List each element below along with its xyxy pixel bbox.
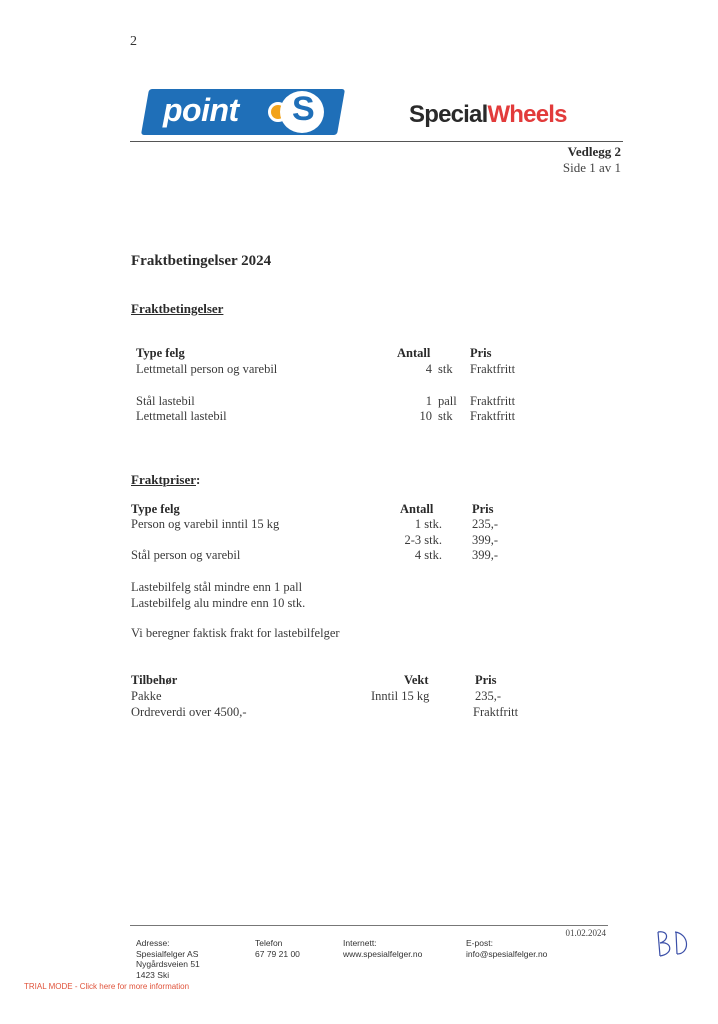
note-line: Vi beregner faktisk frakt for lastebilfelger xyxy=(131,626,340,640)
col-header-pris: Pris xyxy=(475,673,497,687)
trial-mode-link[interactable]: TRIAL MODE - Click here for more information xyxy=(24,982,190,991)
footer-address-line: Spesialfelger AS xyxy=(136,948,199,959)
col-header-antall: Antall xyxy=(400,502,434,516)
point-s-logo-letter: S xyxy=(292,90,315,128)
footer-phone-value: 67 79 21 00 xyxy=(255,948,300,959)
footer-phone-label: Telefon xyxy=(255,938,283,948)
col-header-item: Tilbehør xyxy=(131,673,178,687)
col-header-pris: Pris xyxy=(472,502,494,516)
footer-address-line: 1423 Ski xyxy=(136,969,170,980)
table-row-item: Ordreverdi over 4500,- xyxy=(131,705,247,719)
footer-address-label: Adresse: xyxy=(136,938,170,948)
table-row-pris: Fraktfritt xyxy=(470,394,516,408)
col-header-type: Type felg xyxy=(131,502,180,516)
table-row-type: Lettmetall person og varebil xyxy=(136,362,278,376)
special-wheels-logo: SpecialWheels xyxy=(409,101,567,128)
header-rule xyxy=(130,141,623,142)
page-indicator: Side 1 av 1 xyxy=(562,160,621,175)
footer-internet-label: Internett: xyxy=(343,938,377,948)
table-row-pris: 399,- xyxy=(472,548,499,562)
footer-email xyxy=(466,938,547,959)
attachment-label: Vedlegg 2 xyxy=(567,144,621,159)
document-title: Fraktbetingelser 2024 xyxy=(131,253,272,269)
point-s-logo-word: point xyxy=(163,92,239,128)
table-row-type: Stål lastebil xyxy=(136,394,195,408)
footer-date: 01.02.2024 xyxy=(565,928,606,938)
footer-website-link[interactable]: www.spesialfelger.no xyxy=(343,948,423,959)
footer-rule xyxy=(130,925,608,926)
note-line: Lastebilfelg stål mindre enn 1 pall xyxy=(131,580,303,594)
table-row-antall: 2-3 stk. xyxy=(404,533,442,547)
page-number: 2 xyxy=(130,34,137,49)
section-heading-fraktpriser: Fraktpriser: xyxy=(131,472,201,487)
section-heading-fraktbetingelser: Fraktbetingelser xyxy=(131,301,224,316)
table-row-unit: stk xyxy=(438,362,453,376)
col-header-antall: Antall xyxy=(397,346,431,360)
footer-email-link[interactable]: info@spesialfelger.no xyxy=(466,948,548,959)
table-row-antall: 4 stk. xyxy=(414,548,442,562)
table-row-type: Lettmetall lastebil xyxy=(136,409,227,423)
table-row-vekt: Inntil 15 kg xyxy=(371,689,430,703)
table-row-type: Person og varebil inntil 15 kg xyxy=(131,517,280,531)
table-row-pris: 235,- xyxy=(475,689,502,703)
table-row-qty: 1 xyxy=(425,394,432,408)
footer-address xyxy=(136,938,200,980)
footer-address-line: Nygårdsveien 51 xyxy=(136,959,200,969)
note-line: Lastebilfelg alu mindre enn 10 stk. xyxy=(131,596,306,610)
footer-phone xyxy=(255,938,300,959)
table-row-qty: 4 xyxy=(425,362,432,376)
point-s-logo xyxy=(145,89,341,135)
table-row-antall: 1 stk. xyxy=(414,517,442,531)
col-header-vekt: Vekt xyxy=(404,673,429,687)
table-row-qty: 10 xyxy=(419,409,432,423)
table-row-pris: 399,- xyxy=(472,533,499,547)
table-row-pris: Fraktfritt xyxy=(473,705,519,719)
table-row-type: Stål person og varebil xyxy=(131,548,241,562)
table-row-pris: Fraktfritt xyxy=(470,409,516,423)
col-header-type: Type felg xyxy=(136,346,185,360)
handwritten-initials xyxy=(652,926,692,962)
table-row-item: Pakke xyxy=(131,689,162,703)
table-row-unit: stk xyxy=(438,409,453,423)
table-row-pris: 235,- xyxy=(472,517,499,531)
col-header-pris: Pris xyxy=(470,346,492,360)
footer-internet xyxy=(343,938,422,959)
table-row-unit: pall xyxy=(438,394,457,408)
table-row-pris: Fraktfritt xyxy=(470,362,516,376)
footer-email-label: E-post: xyxy=(466,938,493,948)
